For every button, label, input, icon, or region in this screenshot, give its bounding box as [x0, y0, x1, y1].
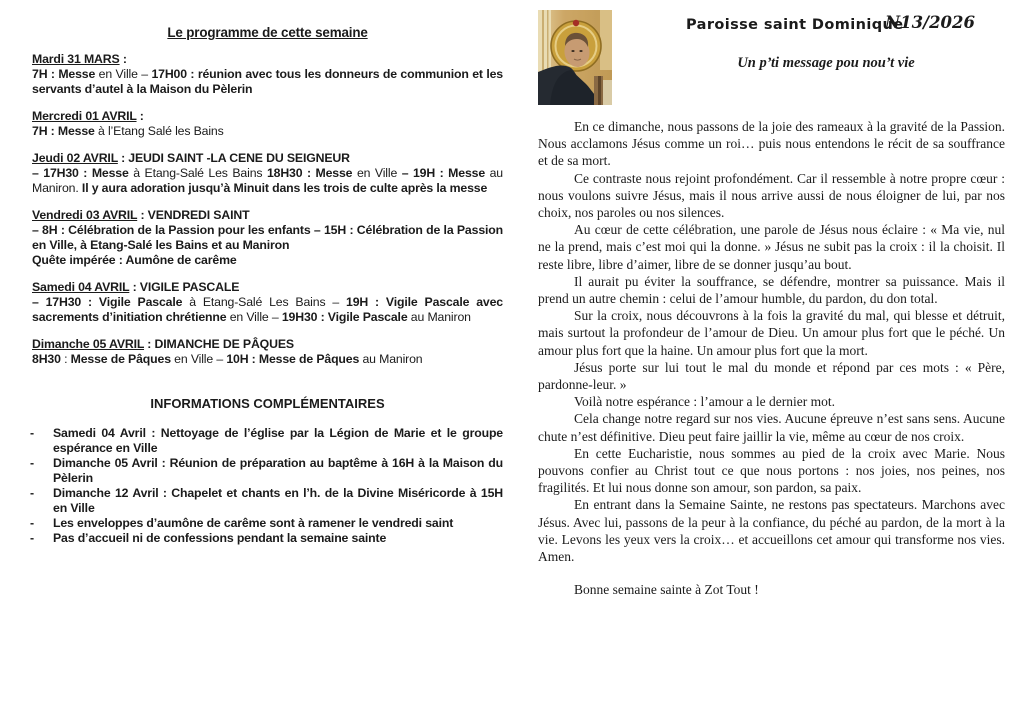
event-block	[32, 52, 503, 97]
message-paragraph: Cela change notre regard sur nos vies. Aucune épreuve n’est sans sens. Aucune chute n’est définitive. Dieu peut faire jaillir la vie, même au cœur de nos croix.	[538, 411, 1005, 444]
event-block	[32, 337, 503, 367]
bullet-dash: -	[30, 531, 34, 545]
event-date-heading	[32, 337, 503, 352]
event-body-segment: 7H : Messe	[32, 67, 96, 81]
event-body-segment: :	[60, 352, 71, 366]
info-item-text: Les enveloppes d’aumône de carême sont à ramener le vendredi saint	[53, 516, 454, 530]
event-body-segment: – 19H : Messe	[401, 166, 486, 180]
newsletter-subtitle: Un p’ti message pou nou’t vie	[737, 55, 915, 71]
event-block	[32, 109, 503, 139]
event-body-segment: 17H00 : réunion avec tous les donneurs de communion et les servants d’autel à la Maison du Pèlerin	[32, 67, 503, 96]
event-body-segment: Quête impérée : Aumône de carême	[32, 253, 237, 267]
bullet-dash: -	[30, 426, 34, 440]
event-heading-rest: :	[136, 109, 144, 123]
left-column	[32, 25, 503, 546]
bullet-dash: -	[30, 456, 34, 470]
event-body-segment: – 17H30 : Messe	[32, 166, 129, 180]
event-block	[32, 151, 503, 196]
event-heading-rest: : DIMANCHE DE PÂQUES	[144, 337, 294, 351]
event-heading-rest: : JEUDI SAINT -LA CENE DU SEIGNEUR	[117, 151, 350, 165]
message-paragraph: Sur la croix, nous découvrons à la fois la gravité du mal, qui blesse et détruit, mais surtout la profondeur de l’amour de Dieu. Un amour plus fort que le péché. Un amour plus fort que la haine. Un amour plus fort que la mort.	[538, 308, 1005, 358]
message-paragraph: En ce dimanche, nous passons de la joie des rameaux à la gravité de la Passion. Nous acclamons Jésus comme un roi… puis nous entendons le récit de sa souffrance et de sa mort.	[538, 119, 1005, 169]
info-list-item	[32, 486, 503, 516]
message-paragraph: Jésus porte sur lui tout le mal du monde et répond par ces mots : « Père, pardonne-leur. »	[538, 359, 1005, 393]
event-body-segment: 18H30 : Messe	[266, 166, 353, 180]
message-paragraph: Il aurait pu éviter la souffrance, se défendre, montrer sa puissance. Mais il prend un autre chemin : celui de l’amour humble, du pardon, du don total.	[538, 273, 1005, 307]
event-body-segment: 19H : Vigile Pascale avec sacrements d’initiation chrétienne	[32, 295, 503, 324]
event-body-segment: à Etang-Salé Les Bains	[128, 166, 267, 180]
event-date-heading	[32, 151, 503, 166]
event-date: Samedi 04 AVRIL	[32, 280, 130, 294]
info-list-item	[32, 531, 503, 546]
event-date-heading	[32, 52, 503, 67]
event-date-heading	[32, 109, 503, 124]
message-paragraph: Voilà notre espérance : l’amour a le dernier mot.	[574, 394, 836, 410]
info-item-text: Dimanche 05 Avril : Réunion de préparation au baptême à 16H à la Maison du Pèlerin	[53, 456, 503, 485]
events-list	[32, 52, 503, 367]
event-body-segment: au Maniron	[359, 352, 423, 366]
event-body	[32, 124, 503, 139]
bullet-dash: -	[30, 486, 34, 500]
event-body-segment: en Ville –	[170, 352, 227, 366]
message-paragraph: En cette Eucharistie, nous sommes au pied de la croix avec Marie. Nous pouvons confier au Christ tout ce que nous portons : nos joies, nos peines, nos fragilités. Et lui nous donne son amour, son pardon, sa paix.	[538, 445, 1005, 496]
event-body	[32, 67, 503, 97]
event-heading-rest: :	[119, 52, 127, 66]
event-body	[32, 166, 503, 196]
message-paragraph: Ce contraste nous rejoint profondément. Car il ressemble à notre propre cœur : nous voulons suivre Jésus, mais il nous arrive aussi de nous éloigner de lui, par nos choix, nos paroles ou nos silences.	[538, 170, 1005, 221]
event-date: Vendredi 03 AVRIL	[32, 208, 138, 222]
event-date: Mercredi 01 AVRIL	[32, 109, 137, 123]
info-list-item	[32, 426, 503, 456]
event-body-segment: – 8H : Célébration de la Passion pour les enfants – 15H : Célébration de la Passion en Ville, à Etang-Salé les Bains et au Maniron	[32, 223, 503, 252]
event-date: Dimanche 05 AVRIL	[32, 337, 145, 351]
message-paragraph: En entrant dans la Semaine Sainte, ne restons pas spectateurs. Marchons avec Jésus. Avec lui, passons de la peur à la confiance, du péché au pardon, de la mort à la vie. Levons les yeux vers la croix… et accueillons cet amour qui transforme nos vies. Amen.	[538, 497, 1005, 565]
event-body-segment: à l’Etang Salé les Bains	[94, 124, 224, 138]
event-body-segment: 8H30	[32, 352, 61, 366]
info-item-text: Pas d’accueil ni de confessions pendant la semaine sainte	[53, 531, 387, 545]
issue-number: N13/2026	[885, 13, 975, 32]
info-list-item	[32, 456, 503, 486]
event-body-segment: – 17H30 : Vigile Pascale	[32, 295, 183, 309]
saint-dominique-image	[538, 10, 612, 105]
closing-line: Bonne semaine sainte à Zot Tout !	[574, 582, 759, 598]
info-item-text: Samedi 04 Avril : Nettoyage de l’église par la Légion de Marie et le groupe espérance en Ville	[53, 426, 503, 455]
event-body-segment: 19H30 : Vigile Pascale	[281, 310, 408, 324]
event-body	[32, 253, 503, 268]
event-body-segment: en Ville	[352, 166, 402, 180]
event-body-segment: au Maniron	[407, 310, 471, 324]
event-date-heading	[32, 280, 503, 295]
event-date: Jeudi 02 AVRIL	[32, 151, 118, 165]
program-title: Le programme de cette semaine	[167, 25, 368, 40]
event-body	[32, 223, 503, 253]
event-block	[32, 208, 503, 268]
event-date: Mardi 31 MARS	[32, 52, 120, 66]
event-body	[32, 352, 503, 367]
event-body-segment: en Ville –	[226, 310, 282, 324]
event-body	[32, 295, 503, 325]
event-date-heading	[32, 208, 503, 223]
event-body-segment: au Maniron.	[32, 166, 503, 195]
info-list-item	[32, 516, 503, 531]
event-heading-rest: : VENDREDI SAINT	[137, 208, 250, 222]
event-body-segment: 10H : Messe de Pâques	[226, 352, 360, 366]
event-body-segment: à Etang-Salé Les Bains –	[182, 295, 346, 309]
bullet-dash: -	[30, 516, 34, 530]
event-heading-rest: : VIGILE PASCALE	[129, 280, 240, 294]
right-column	[538, 8, 1005, 598]
event-body-segment: Messe de Pâques	[70, 352, 171, 366]
parish-name: Paroisse saint Dominique	[686, 17, 904, 33]
event-body-segment: en Ville –	[95, 67, 152, 81]
event-body-segment: 7H : Messe	[32, 124, 95, 138]
message-paragraph: Au cœur de cette célébration, une parole de Jésus nous éclaire : « Ma vie, nul ne la prend, mais c’est moi qui la donne. » Jésus ne subit pas la croix : il la choisit. Il reste libre, libre d’aimer, libre de se donner jusqu’au bout.	[538, 222, 1005, 272]
event-body-segment: Il y aura adoration jusqu’à Minuit dans les trois de culte après la messe	[81, 181, 488, 195]
info-title: INFORMATIONS COMPLÉMENTAIRES	[150, 396, 385, 411]
event-block	[32, 280, 503, 325]
info-list	[32, 426, 503, 546]
info-item-text: Dimanche 12 Avril : Chapelet et chants en l’h. de la Divine Miséricorde à 15H en Ville	[53, 486, 503, 515]
